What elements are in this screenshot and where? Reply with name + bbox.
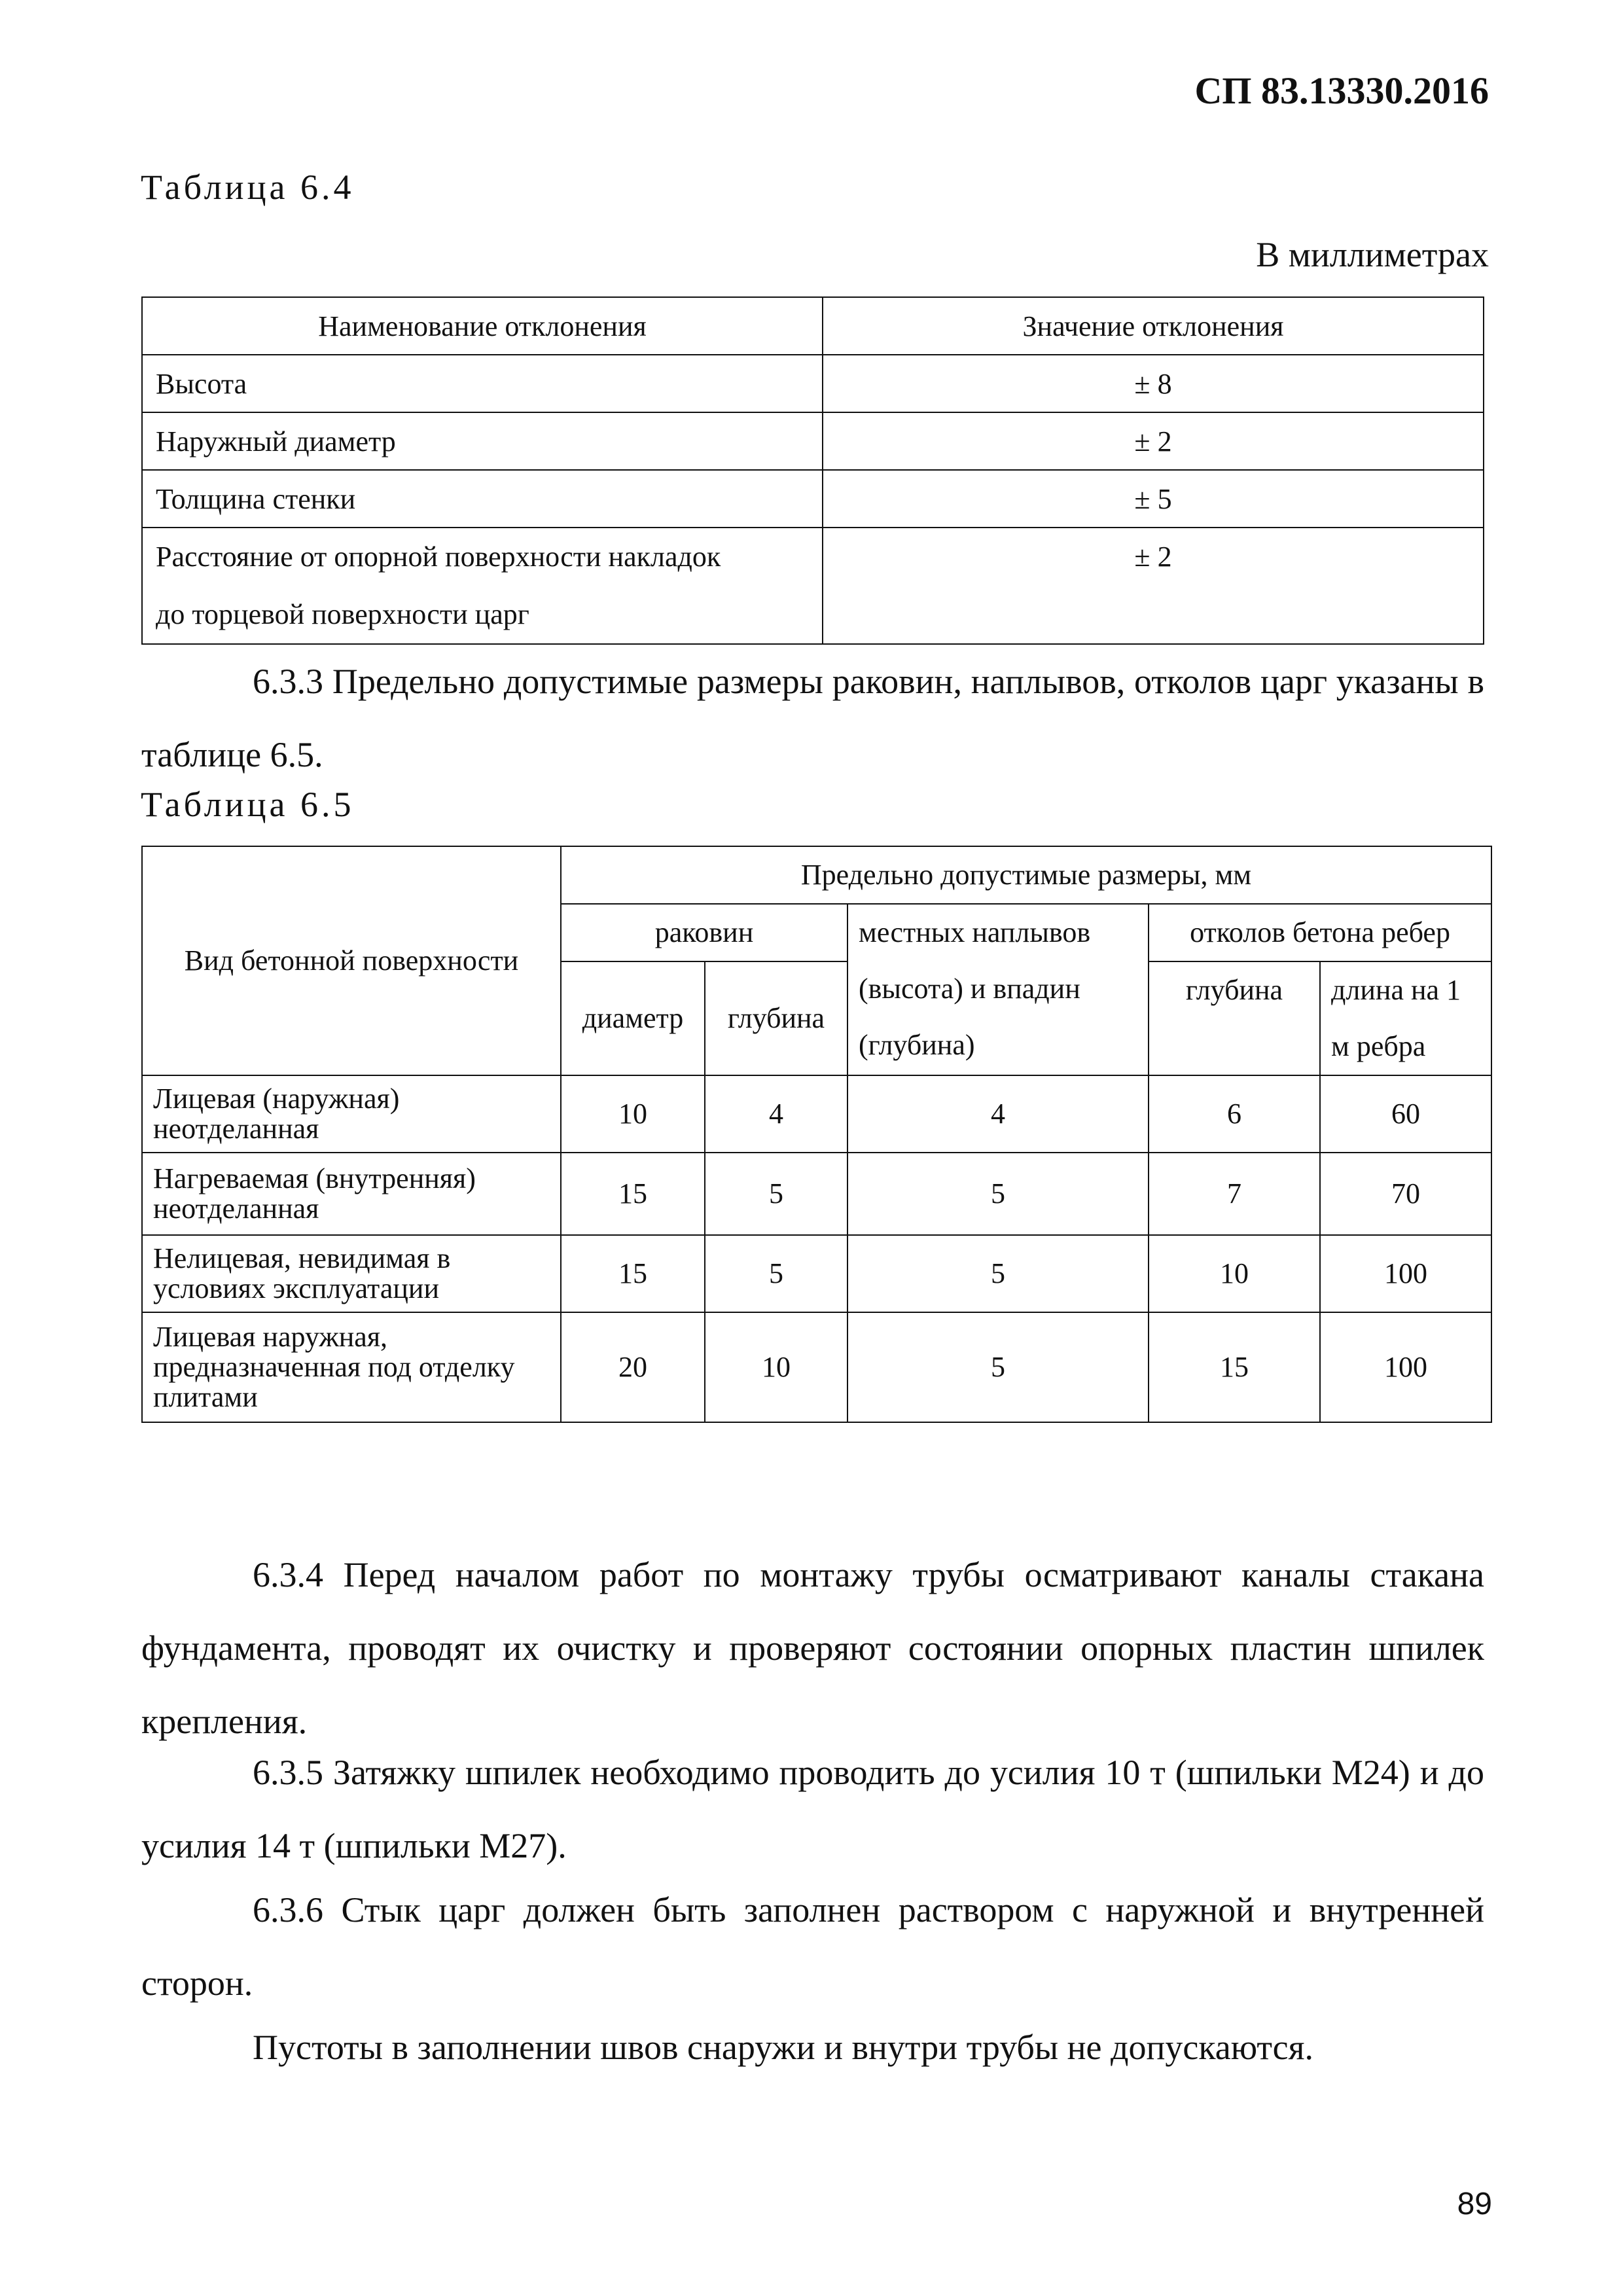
chip-depth: 6	[1149, 1075, 1320, 1153]
pit-diameter: 15	[561, 1153, 705, 1235]
deviation-value: ± 5	[823, 470, 1484, 528]
pit-depth: 4	[705, 1075, 847, 1153]
paragraph-6-3-4: 6.3.4 Перед началом работ по монтажу трубы осматривают каналы стакана фундамента, проводят их очистку и проверяют состоянии опорных пластин шпилек крепления.	[141, 1555, 1484, 1741]
header-bulges: местных наплывов (высота) и впадин (глубина)	[847, 904, 1149, 1075]
units-label: В миллиметрах	[1256, 235, 1489, 274]
header-chips-depth: глубина	[1149, 961, 1320, 1075]
document-code: СП 83.13330.2016	[1194, 69, 1489, 112]
page-number: 89	[1457, 2187, 1492, 2221]
surface-name: Лицевая наружная, предназначенная под отделку плитами	[142, 1312, 561, 1422]
chip-depth: 10	[1149, 1235, 1320, 1312]
table-row	[142, 1075, 1491, 1153]
chip-length: 70	[1320, 1153, 1491, 1235]
surface-name: Лицевая (наружная) неотделанная	[142, 1075, 561, 1153]
bulge-size: 5	[847, 1312, 1149, 1422]
table-6-5	[141, 846, 1492, 1423]
deviation-value: ± 8	[823, 355, 1484, 412]
table-6-4	[141, 296, 1484, 645]
pit-depth: 10	[705, 1312, 847, 1422]
chip-length: 60	[1320, 1075, 1491, 1153]
table-header-row	[142, 297, 1484, 355]
table-6-5-title: Таблица 6.5	[141, 785, 355, 824]
deviation-value: ± 2	[823, 528, 1484, 644]
surface-name: Нагреваемая (внутренняя) неотделанная	[142, 1153, 561, 1235]
chip-depth: 7	[1149, 1153, 1320, 1235]
table-row	[142, 412, 1484, 470]
header-surface-type: Вид бетонной поверхности	[142, 846, 561, 1075]
bulge-size: 5	[847, 1153, 1149, 1235]
deviation-name: Толщина стенки	[142, 470, 823, 528]
bulge-size: 5	[847, 1235, 1149, 1312]
header-chips-length: длина на 1 м ребра	[1320, 961, 1491, 1075]
table-row	[142, 355, 1484, 412]
header-deviation-name: Наименование отклонения	[142, 297, 823, 355]
paragraph-6-3-5: 6.3.5 Затяжку шпилек необходимо проводить до усилия 10 т (шпильки М24) и до усилия 14 т (шпильки М27).	[141, 1753, 1484, 1865]
header-pits: раковин	[561, 904, 847, 961]
paragraph-6-3-6: 6.3.6 Стык царг должен быть заполнен раствором с наружной и внутренней сторон.	[141, 1890, 1484, 2003]
paragraph-voids: Пустоты в заполнении швов снаружи и внутри трубы не допускаются.	[253, 2028, 1313, 2067]
header-deviation-value: Значение отклонения	[823, 297, 1484, 355]
paragraph-6-3-3: 6.3.3 Предельно допустимые размеры раковин, наплывов, отколов царг указаны в таблице 6.5.	[141, 662, 1484, 774]
deviation-name-line: Расстояние от опорной поверхности накладок	[156, 541, 721, 573]
chip-depth: 15	[1149, 1312, 1320, 1422]
header-chips: отколов бетона ребер	[1149, 904, 1491, 961]
deviation-name: Наружный диаметр	[142, 412, 823, 470]
pit-diameter: 20	[561, 1312, 705, 1422]
chip-length: 100	[1320, 1235, 1491, 1312]
deviation-name-line: до торцевой поверхности царг	[156, 598, 529, 630]
deviation-name: Высота	[142, 355, 823, 412]
pit-depth: 5	[705, 1235, 847, 1312]
bulge-size: 4	[847, 1075, 1149, 1153]
header-permissible-sizes: Предельно допустимые размеры, мм	[561, 846, 1491, 904]
deviation-value: ± 2	[823, 412, 1484, 470]
table-row	[142, 1235, 1491, 1312]
table-row	[142, 1312, 1491, 1422]
table-row	[142, 470, 1484, 528]
surface-name: Нелицевая, невидимая в условиях эксплуатации	[142, 1235, 561, 1312]
pit-depth: 5	[705, 1153, 847, 1235]
table-row	[142, 1153, 1491, 1235]
table-6-4-title: Таблица 6.4	[141, 168, 355, 207]
header-pits-depth: глубина	[705, 961, 847, 1075]
header-pits-diameter: диаметр	[561, 961, 705, 1075]
pit-diameter: 10	[561, 1075, 705, 1153]
chip-length: 100	[1320, 1312, 1491, 1422]
table-row	[142, 528, 1484, 644]
table-header-row	[142, 846, 1491, 904]
deviation-name	[142, 528, 823, 644]
pit-diameter: 15	[561, 1235, 705, 1312]
